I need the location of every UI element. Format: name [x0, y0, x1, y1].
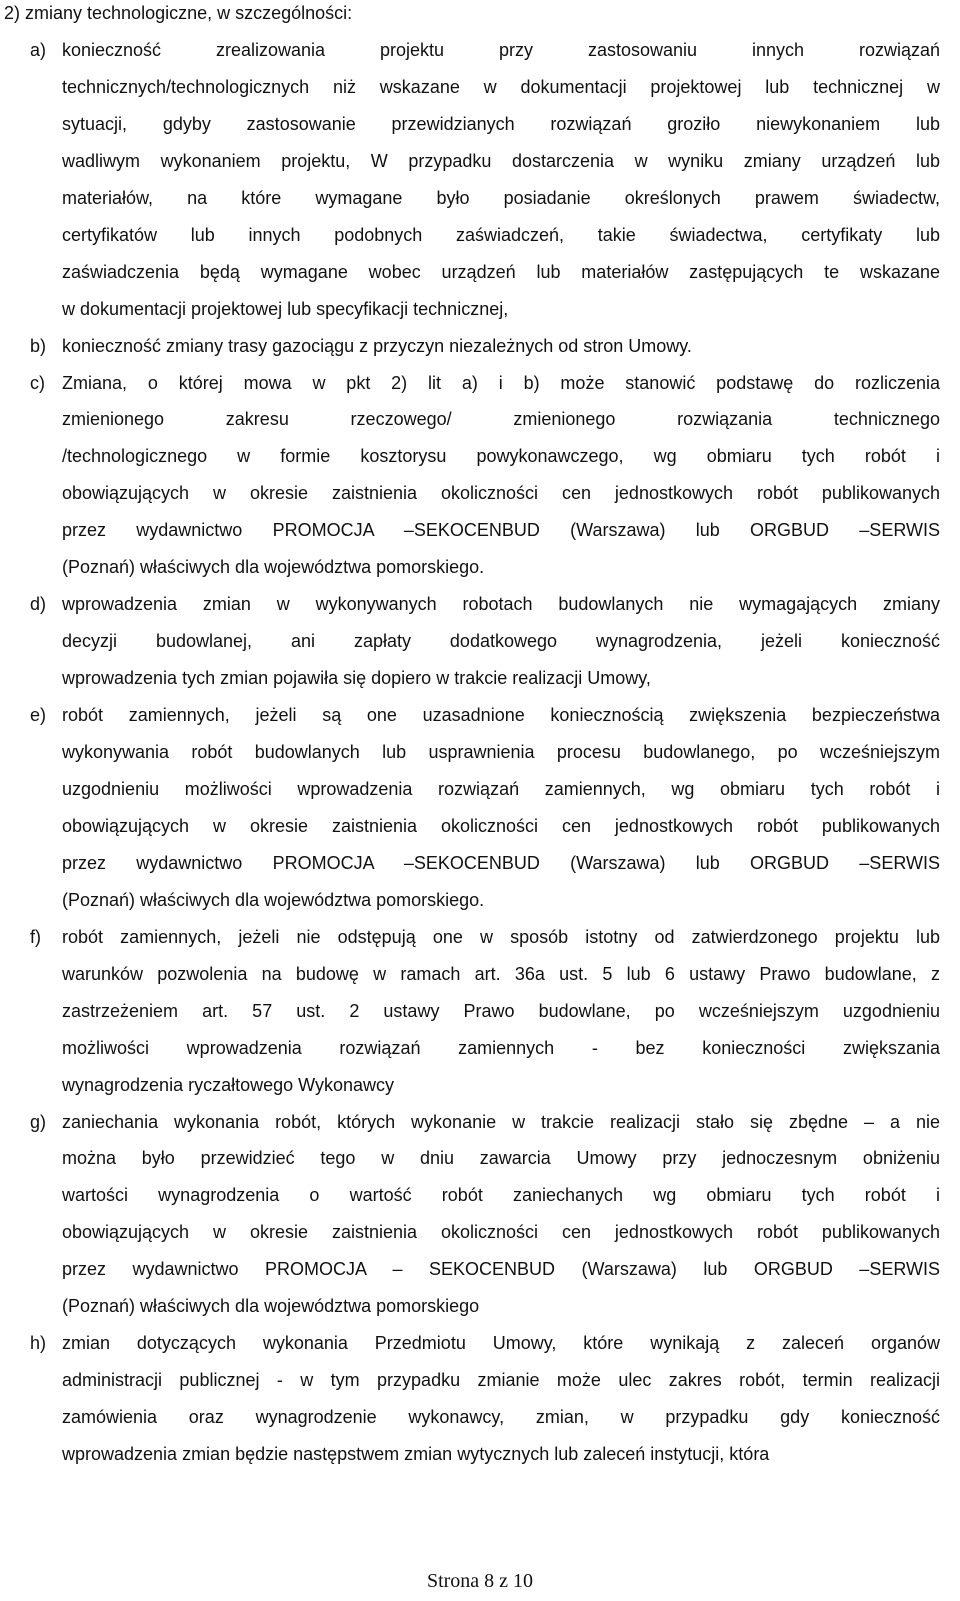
item-label: d) [30, 594, 47, 615]
item-text-line: robót zamiennych, jeżeli nie odstępują one w sposób istotny od zatwierdzonego projektu lub [62, 926, 940, 947]
item-text-line: wprowadzenia zmian będzie następstwem zmian wytycznych lub zaleceń instytucji, która [62, 1444, 770, 1465]
item-text-line: zaniechania wykonania robót, których wykonanie w trakcie realizacji stało się zbędne – a nie [62, 1111, 940, 1132]
item-text-line: (Poznań) właściwych dla województwa pomorskiego. [62, 889, 485, 910]
item-label: f) [30, 926, 41, 947]
item-text-line: uzgodnieniu możliwości wprowadzenia rozwiązań zamiennych, wg obmiaru tych robót i [62, 778, 940, 799]
item-text-line: wadliwym wykonaniem projektu, W przypadku dostarczenia w wyniku zmiany urządzeń lub [62, 150, 940, 171]
item-text-line: decyzji budowlanej, ani zapłaty dodatkowego wynagrodzenia, jeżeli konieczność [62, 631, 940, 652]
item-text-line: warunków pozwolenia na budowę w ramach art. 36a ust. 5 lub 6 ustawy Prawo budowlane, z [62, 963, 940, 984]
item-label: c) [30, 372, 45, 393]
item-text-line: w dokumentacji projektowej lub specyfikacji technicznej, [62, 298, 509, 319]
item-label: a) [30, 39, 47, 60]
item-text-line: technicznych/technologicznych niż wskazane w dokumentacji projektowej lub technicznej w [62, 76, 940, 97]
item-text-line: wprowadzenia tych zmian pojawiła się dopiero w trakcie realizacji Umowy, [62, 668, 651, 689]
item-text-line: certyfikatów lub innych podobnych zaświadczeń, takie świadectwa, certyfikaty lub [62, 224, 940, 245]
item-text-line: można było przewidzieć tego w dniu zawarcia Umowy przy jednoczesnym obniżeniu [62, 1148, 940, 1169]
item-text-line: możliwości wprowadzenia rozwiązań zamiennych - bez konieczności zwiększania [62, 1037, 940, 1058]
item-text-line: (Poznań) właściwych dla województwa pomorskiego [62, 1296, 480, 1317]
item-text-line: zaświadczenia będą wymagane wobec urządzeń lub materiałów zastępujących te wskazane [62, 261, 940, 282]
item-text-line: Zmiana, o której mowa w pkt 2) lit a) i b) może stanowić podstawę do rozliczenia [62, 372, 940, 393]
item-text-line: administracji publicznej - w tym przypadku zmianie może ulec zakres robót, termin realizacji [62, 1370, 940, 1391]
item-text-line: obowiązujących w okresie zaistnienia okoliczności cen jednostkowych robót publikowanych [62, 483, 940, 504]
item-label: h) [30, 1333, 47, 1354]
item-text-line: przez wydawnictwo PROMOCJA –SEKOCENBUD (Warszawa) lub ORGBUD –SERWIS [62, 520, 940, 541]
item-label: b) [30, 335, 47, 356]
item-text-line: konieczność zmiany trasy gazociągu z przyczyn niezależnych od stron Umowy. [62, 335, 692, 356]
page-footer: Strona 8 z 10 [426, 1570, 534, 1592]
item-text-line: /technologicznego w formie kosztorysu powykonawczego, wg obmiaru tych robót i [62, 446, 940, 467]
item-label: g) [30, 1111, 47, 1132]
item-text-line: obowiązujących w okresie zaistnienia okoliczności cen jednostkowych robót publikowanych [62, 815, 940, 836]
item-text-line: przez wydawnictwo PROMOCJA – SEKOCENBUD (Warszawa) lub ORGBUD –SERWIS [62, 1259, 940, 1280]
item-text-line: wprowadzenia zmian w wykonywanych robotach budowlanych nie wymagających zmiany [62, 594, 940, 615]
item-text-line: konieczność zrealizowania projektu przy zastosowaniu innych rozwiązań [62, 39, 940, 60]
item-text-line: zamówienia oraz wynagrodzenie wykonawcy, zmian, w przypadku gdy konieczność [62, 1407, 940, 1428]
section-heading: 2) zmiany technologiczne, w szczególności: [4, 3, 353, 23]
item-text-line: przez wydawnictwo PROMOCJA –SEKOCENBUD (Warszawa) lub ORGBUD –SERWIS [62, 852, 940, 873]
item-text-line: wykonywania robót budowlanych lub usprawnienia procesu budowlanego, po wcześniejszym [62, 742, 940, 762]
item-text-line: materiałów, na które wymagane było posiadanie określonych prawem świadectw, [62, 187, 940, 208]
item-label: e) [30, 705, 47, 726]
item-text-line: wynagrodzenia ryczałtowego Wykonawcy [62, 1074, 394, 1095]
item-text-line: zmian dotyczących wykonania Przedmiotu Umowy, które wynikają z zaleceń organów [62, 1333, 940, 1354]
item-text-line: (Poznań) właściwych dla województwa pomorskiego. [62, 557, 485, 578]
item-text-line: obowiązujących w okresie zaistnienia okoliczności cen jednostkowych robót publikowanych [62, 1222, 940, 1243]
item-text-line: wartości wynagrodzenia o wartość robót zaniechanych wg obmiaru tych robót i [62, 1185, 940, 1206]
item-text-line: zastrzeżeniem art. 57 ust. 2 ustawy Prawo budowlane, po wcześniejszym uzgodnieniu [62, 1000, 940, 1021]
item-text-line: sytuacji, gdyby zastosowanie przewidzianych rozwiązań groziło niewykonaniem lub [62, 113, 940, 134]
item-text-line: robót zamiennych, jeżeli są one uzasadnione koniecznością zwiększenia bezpieczeństwa [62, 705, 940, 726]
item-text-line: zmienionego zakresu rzeczowego/ zmienionego rozwiązania technicznego [62, 409, 940, 430]
